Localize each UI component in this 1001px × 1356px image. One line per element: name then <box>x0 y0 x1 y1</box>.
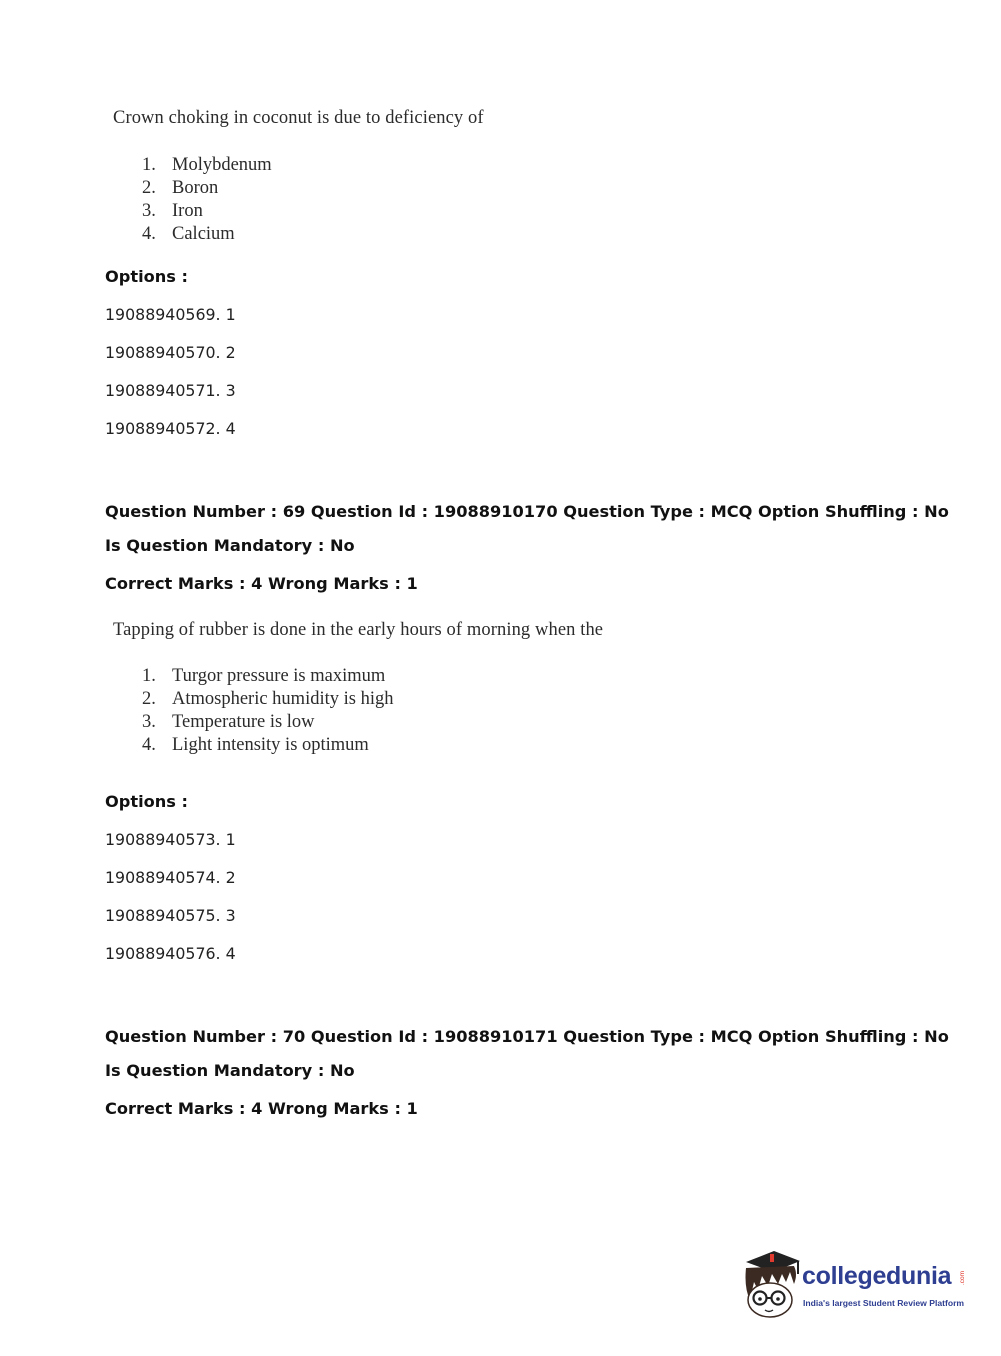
option-item: 19088940573. 1 <box>105 830 236 849</box>
collegedunia-logo[interactable] <box>740 1248 970 1320</box>
option-item: 19088940575. 3 <box>105 906 236 925</box>
choice-text: Iron <box>172 201 203 221</box>
option-item: 19088940569. 1 <box>105 305 236 324</box>
option-item: 19088940576. 4 <box>105 944 236 963</box>
question-marks: Correct Marks : 4 Wrong Marks : 1 <box>105 1099 418 1118</box>
choice-number: 2. <box>142 178 156 198</box>
choice-item <box>142 712 315 733</box>
choice-text: Light intensity is optimum <box>172 735 369 755</box>
choice-number: 1. <box>142 666 156 686</box>
option-item: 19088940572. 4 <box>105 419 236 438</box>
choice-number: 2. <box>142 689 156 709</box>
choice-item <box>142 689 393 710</box>
logo-domain-suffix: .com <box>959 1271 966 1286</box>
option-item: 19088940574. 2 <box>105 868 236 887</box>
choice-text: Atmospheric humidity is high <box>172 689 394 709</box>
choice-text: Calcium <box>172 224 235 244</box>
question-header: Question Number : 69 Question Id : 19088910170 Question Type : MCQ Option Shuffling : No <box>105 502 949 521</box>
options-label: Options : <box>105 267 189 286</box>
question-stem: Tapping of rubber is done in the early hours of morning when the <box>113 620 604 640</box>
choice-number: 4. <box>142 224 156 244</box>
choice-number: 4. <box>142 735 156 755</box>
options-label: Options : <box>105 792 189 811</box>
choice-item <box>142 201 203 222</box>
question-marks: Correct Marks : 4 Wrong Marks : 1 <box>105 574 418 593</box>
logo-tagline: India's largest Student Review Platform <box>803 1298 965 1308</box>
option-item: 19088940570. 2 <box>105 343 236 362</box>
question-stem: Crown choking in coconut is due to deficiency of <box>113 108 484 128</box>
choice-text: Boron <box>172 178 219 198</box>
choice-item <box>142 155 272 176</box>
choice-text: Turgor pressure is maximum <box>172 666 386 686</box>
choice-text: Temperature is low <box>172 712 315 732</box>
choice-number: 1. <box>142 155 156 175</box>
logo-wordmark: collegedunia <box>802 1262 952 1290</box>
choice-item <box>142 735 369 756</box>
choice-number: 3. <box>142 712 156 732</box>
mascot-icon <box>740 1248 802 1320</box>
choice-item <box>142 178 218 199</box>
option-item: 19088940571. 3 <box>105 381 236 400</box>
question-header: Question Number : 70 Question Id : 19088910171 Question Type : MCQ Option Shuffling : No <box>105 1027 949 1046</box>
choice-number: 3. <box>142 201 156 221</box>
choice-item <box>142 666 385 687</box>
question-mandatory: Is Question Mandatory : No <box>105 1061 355 1080</box>
choice-item <box>142 224 235 245</box>
choice-text: Molybdenum <box>172 155 272 175</box>
question-mandatory: Is Question Mandatory : No <box>105 536 355 555</box>
